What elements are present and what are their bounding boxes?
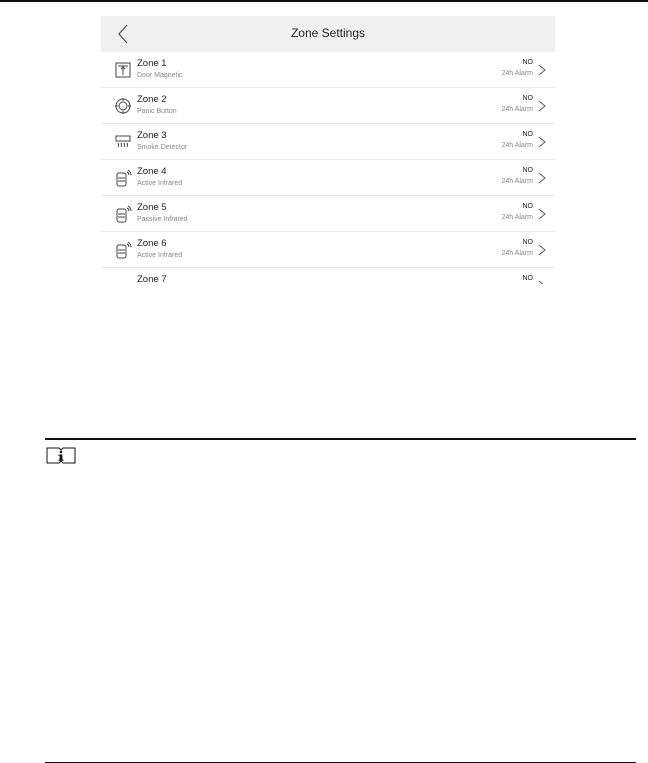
panic-button-icon (113, 96, 133, 116)
zone-list (101, 52, 555, 284)
chevron-left-icon[interactable] (115, 23, 131, 45)
zone-state: NO (522, 59, 533, 66)
zone-name: Zone 4 (137, 166, 167, 177)
zone-name: Zone 1 (137, 58, 167, 69)
zone-state: NO (522, 131, 533, 138)
zone-row-6[interactable] (101, 232, 555, 268)
zone-mode: 24h Alarm (501, 178, 533, 185)
zone-row-3[interactable] (101, 124, 555, 160)
active-infrared-icon (113, 240, 133, 260)
zone-state: NO (522, 275, 533, 282)
zone-mode: 24h Alarm (501, 142, 533, 149)
zone-name: Zone 2 (137, 94, 167, 105)
zone-row-2[interactable] (101, 88, 555, 124)
zone-mode: 24h Alarm (501, 70, 533, 77)
zone-mode: 24h Alarm (501, 250, 533, 257)
title-bar (101, 16, 555, 52)
chevron-right-icon (538, 64, 546, 76)
zone-type: Active Infrared (137, 252, 183, 259)
chevron-right-icon (538, 100, 546, 112)
zone-name: Zone 5 (137, 202, 167, 213)
chevron-right-icon (538, 172, 546, 184)
zone-type: Active Infrared (137, 180, 183, 187)
zone-mode: 24h Alarm (501, 214, 533, 221)
zone-row-1[interactable] (101, 52, 555, 88)
page-top-rule (0, 0, 648, 2)
gas-detector-icon (113, 276, 133, 284)
zone-state: NO (522, 95, 533, 102)
zone-state: NO (522, 167, 533, 174)
passive-infrared-icon (113, 204, 133, 224)
zone-row-5[interactable] (101, 196, 555, 232)
info-note-icon (46, 446, 76, 464)
door-magnetic-icon (113, 60, 133, 80)
page-title: Zone Settings (290, 26, 366, 40)
active-infrared-icon (113, 168, 133, 188)
zone-mode: 24h Alarm (501, 106, 533, 113)
smoke-detector-icon (113, 132, 133, 152)
note-rule-top (45, 438, 636, 440)
chevron-right-icon (538, 280, 546, 284)
zone-name: Zone 7 (137, 274, 167, 284)
zone-state: NO (522, 203, 533, 210)
zone-row-4[interactable] (101, 160, 555, 196)
zone-state: NO (522, 239, 533, 246)
zone-row-7[interactable] (101, 268, 555, 284)
zone-name: Zone 3 (137, 130, 167, 141)
zone-name: Zone 6 (137, 238, 167, 249)
chevron-right-icon (538, 136, 546, 148)
zone-settings-screen (101, 16, 555, 284)
zone-type: Door Magnetic (137, 72, 183, 79)
zone-type: Panic Button (137, 108, 177, 115)
chevron-right-icon (538, 244, 546, 256)
zone-type: Passive Infrared (137, 216, 188, 223)
chevron-right-icon (538, 208, 546, 220)
zone-type: Smoke Detector (137, 144, 188, 151)
